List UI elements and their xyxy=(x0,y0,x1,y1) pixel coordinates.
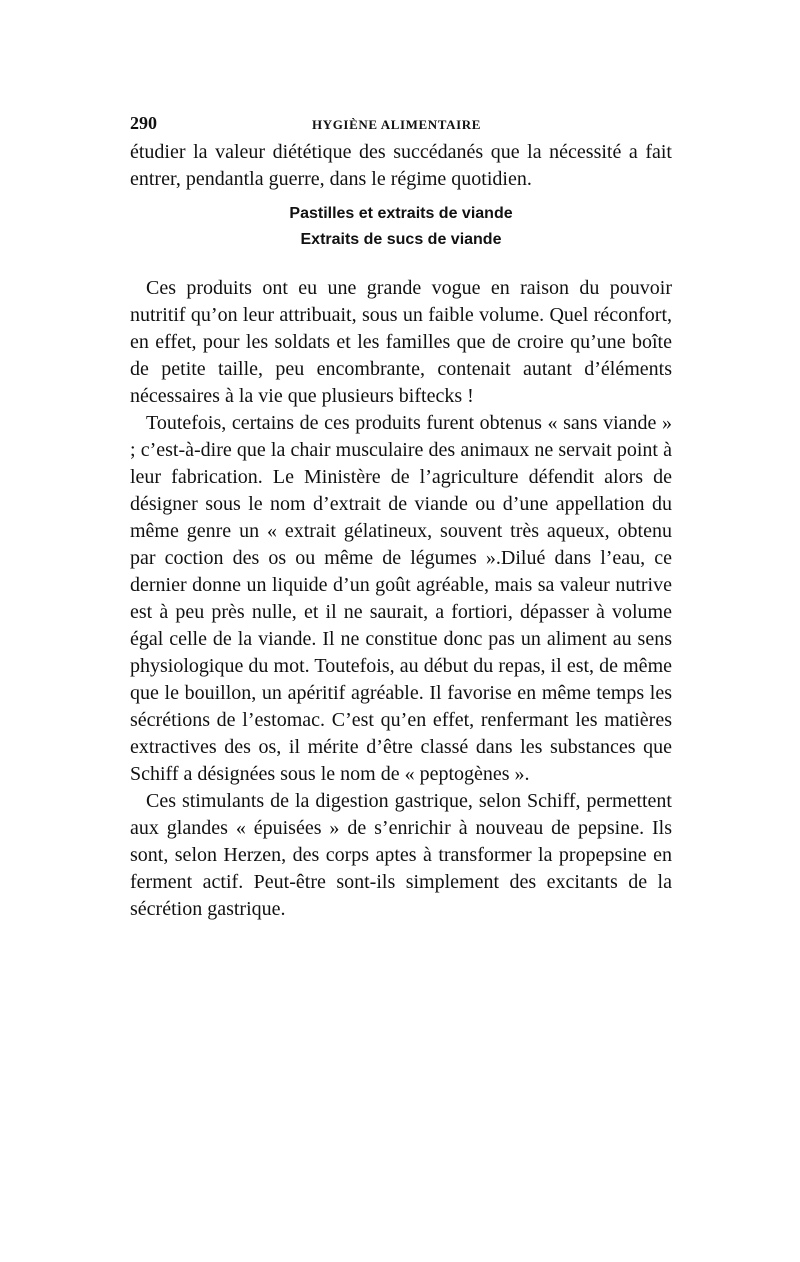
book-page xyxy=(130,105,672,923)
section-heading-primary: Pastilles et extraits de viande xyxy=(289,205,513,222)
intro-paragraph: étudier la valeur diététique des succédanés que la nécessité a fait entrer, pendantla guerre, dans le régime quotidien. xyxy=(130,141,672,190)
section-headings xyxy=(130,201,672,253)
running-header xyxy=(130,105,672,139)
section-heading-secondary: Extraits de sucs de viande xyxy=(300,231,502,248)
body-paragraph-1: Ces produits ont eu une grande vogue en raison du pouvoir nutritif qu’on leur attribuait, sous un faible volume. Quel réconfort, en effet, pour les soldats et les familles que de croire qu’une boîte de petite taille, peu encombrante, contenait autant d’éléments nécessaires à la vie que plusieurs biftecks ! xyxy=(130,277,672,407)
body-paragraph-3: Ces stimulants de la digestion gastrique, selon Schiff, permettent aux glandes « épuisées » de s’enrichir à nouveau de pepsine. Ils sont, selon Herzen, des corps aptes à transformer la propepsine en ferment actif. Peut-être sont-ils simplement des excitants de la sécrétion gastrique. xyxy=(130,790,672,920)
body-paragraph-2: Toutefois, certains de ces produits furent obtenus « sans viande » ; c’est-à-dire que la chair musculaire des animaux ne servait point à leur fabrication. Le Ministère de l’agriculture défendit alors de désigner sous le nom d’extrait de viande ou d’une appellation du même genre un « extrait gélatineux, souvent très aqueux, obtenu par coction des os ou même de légumes ».Dilué dans l’eau, ce dernier donne un liquide d’un goût agréable, mais sa valeur nutrive est à peu près nulle, et il ne saurait, a fortiori, dépasser à volume égal celle de la viande. Il ne constitue donc pas un aliment au sens physiologique du mot. Toutefois, au début du repas, il est, de même que le bouillon, un apéritif agréable. Il favorise en même temps les sécrétions de l’estomac. C’est qu’en effet, renfermant les matières extractives des os, il mérite d’être classé dans les substances que Schiff a désignées sous le nom de « peptogènes ». xyxy=(130,412,672,785)
running-title: HYGIÈNE ALIMENTAIRE xyxy=(312,117,481,132)
page-number: 290 xyxy=(130,113,157,133)
